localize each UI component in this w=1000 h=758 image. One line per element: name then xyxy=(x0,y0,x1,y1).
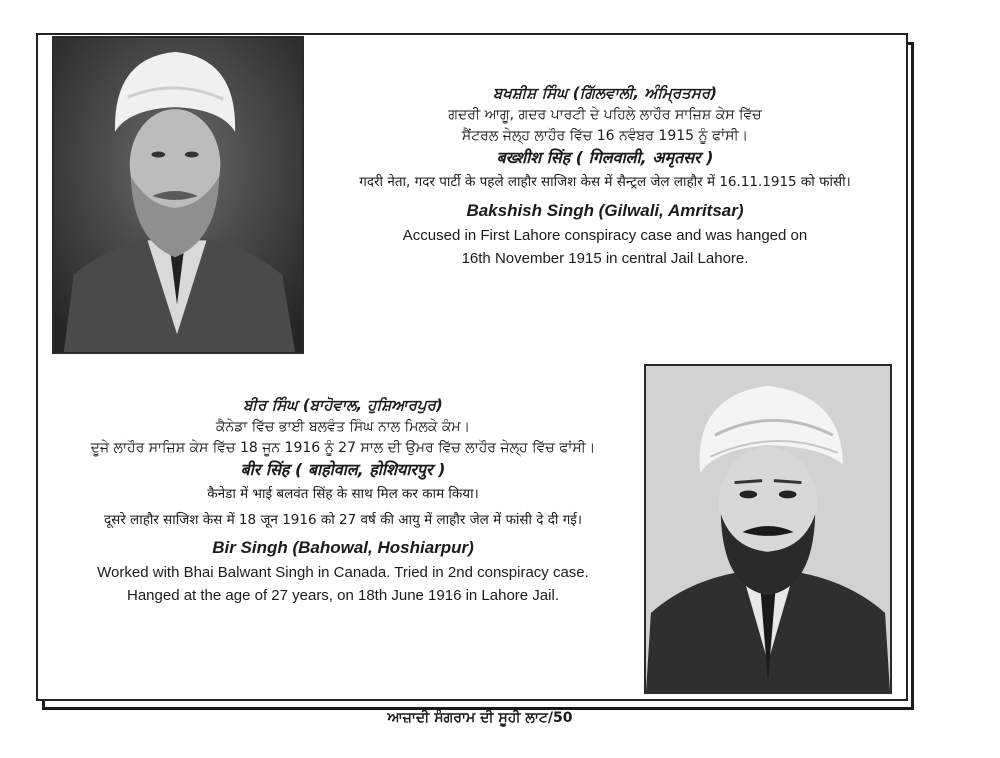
gurmukhi-title: ਬੀਰ ਸਿੰਘ (ਬਾਹੋਵਾਲ, ਹੁਸ਼ਿਆਰਪੁਰ) xyxy=(243,396,443,414)
english-title: Bakshish Singh (Gilwali, Amritsar) xyxy=(466,200,744,220)
gurmukhi-line: ਗਦਰੀ ਆਗੂ, ਗਦਰ ਪਾਰਟੀ ਦੇ ਪਹਿਲੇ ਲਾਹੌਰ ਸਾਜ਼ਿਸ਼ ਕੇਸ ਵਿੱਚ xyxy=(448,107,762,123)
hindi-line: दूसरे लाहौर साजिश केस में 18 जून 1916 को 27 वर्ष की आयु में लाहौर जेल में फांसी दे दी गई। xyxy=(103,511,583,528)
english-line: 16th November 1915 in central Jail Lahore. xyxy=(461,249,749,267)
hindi-line: गदरी नेता, गदर पार्टी के पहले लाहौर साजिश केस में सैन्ट्रल जेल लाहौर में 16.11.1915 को फांसी। xyxy=(359,174,851,190)
portrait-painting-bir-singh xyxy=(644,364,892,694)
gurmukhi-title: ਬਖਸ਼ੀਸ਼ ਸਿੰਘ (ਗਿੱਲਵਾਲੀ, ਅੰਮ੍ਰਿਤਸਰ) xyxy=(493,84,717,102)
english-line: Hanged at the age of 27 years, on 18th June 1916 in Lahore Jail. xyxy=(127,587,559,604)
hindi-title: बख्शीश सिंह ( गिलवाली, अमृतसर ) xyxy=(496,148,714,167)
hindi-line: कैनेडा में भाई बलवंत सिंह के साथ मिल कर काम किया। xyxy=(207,486,479,502)
gurmukhi-line: ਕੈਨੇਡਾ ਵਿੱਚ ਭਾਈ ਬਲਵੰਤ ਸਿੰਘ ਨਾਲ ਮਿਲਕੇ ਕੰਮ। xyxy=(215,419,471,435)
gurmukhi-line: ਦੂਜੇ ਲਾਹੌਰ ਸਾਜ਼ਿਸ਼ ਕੇਸ ਵਿੱਚ 18 ਜੂਨ 1916 ਨੂੰ 27 ਸਾਲ ਦੀ ਉਮਰ ਵਿੱਚ ਲਾਹੌਰ ਜੇਲ੍ਹ ਵਿੱਚ ਫਾਂਸੀ। xyxy=(90,440,596,456)
portrait-photo-bakshish-singh xyxy=(52,36,304,354)
gurmukhi-line: ਸੈਂਟਰਲ ਜੇਲ੍ਹ ਲਾਹੌਰ ਵਿੱਚ 16 ਨਵੰਬਰ 1915 ਨੂੰ ਫਾਂਸੀ। xyxy=(461,128,749,144)
page-footer-caption: ਆਜ਼ਾਦੀ ਸੰਗਰਾਮ ਦੀ ਸੂਹੀ ਲਾਟ/50 xyxy=(387,710,573,726)
english-title: Bir Singh (Bahowal, Hoshiarpur) xyxy=(212,538,474,557)
entry-bir-singh xyxy=(48,398,638,611)
entry-bakshish-singh xyxy=(310,86,900,274)
english-line: Worked with Bhai Balwant Singh in Canada. Tried in 2nd conspiracy case. xyxy=(97,564,589,581)
english-line: Accused in First Lahore conspiracy case and was hanged on xyxy=(402,226,808,244)
hindi-title: बीर सिंह ( बाहोवाल, होशियारपुर ) xyxy=(240,460,446,479)
